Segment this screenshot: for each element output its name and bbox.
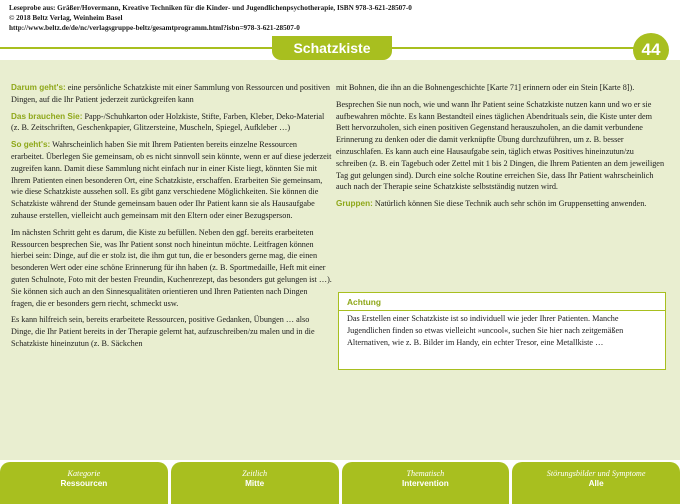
paragraph-materials — [11, 111, 332, 135]
footer-timing-value: Mitte — [245, 479, 265, 488]
attention-title: Achtung — [347, 297, 381, 307]
footer-thematic — [342, 462, 510, 504]
attention-divider — [339, 310, 665, 311]
source-citation — [9, 3, 569, 34]
paragraph-continuation: mit Bohnen, die ihn an die Bohnengeschichte [Karte 71] erinnern oder ein Stein [Karte 8]). — [336, 83, 635, 92]
source-line-copyright: © 2018 Beltz Verlag, Weinheim Basel — [9, 14, 123, 23]
footer-symptoms-value: Alle — [588, 479, 604, 488]
label-purpose: Darum geht's: — [11, 83, 66, 92]
paragraph-filling: Im nächsten Schritt geht es darum, die Kiste zu befüllen. Neben den ggf. bereits erarbeiteten Ressourcen besprechen Sie, was Ihr Patient sonst noch hineintun möchte. Leitfragen können hierbei sein: Dinge, auf die er stolz ist, die ihm gut tun, die er besonders gerne mag, die einen besonderen Wert oder eine schöne Erinnerung für ihn haben (z. B. Sportmedaille, Heft mit einer guten Schulnote, Foto mit der besten Freundin, Kuchenrezept, das besonders gut gelungen ist …). Sie können sich auch an den Sinnesqualitäten orientieren und Ihren Patienten nach Dingen fragen, die er besonders gern riecht, schmeckt usw. — [11, 227, 332, 308]
source-line-book: Leseprobe aus: Gräßer/Hovermann, Kreative Techniken für die Kinder- und Jugendlichenpsychotherapie, ISBN 978-3-621-28507-0 — [9, 4, 412, 12]
paragraph-groups — [336, 198, 665, 210]
page-number-badge: 44 — [633, 33, 669, 67]
footer-timing — [171, 462, 339, 504]
paragraph-purpose — [11, 82, 332, 106]
footer-category — [0, 462, 168, 504]
footer-timing-label: Zeitlich — [242, 469, 268, 478]
label-groups: Gruppen: — [336, 199, 373, 209]
paragraph-resources: Es kann hilfreich sein, bereits erarbeitete Ressourcen, positive Gedanken, Übungen … also Dinge, die Ihr Patient bereits in der Therapie gelernt hat, aufzuschreiben/zu malen und in die Schatzkiste hineinzutun (z. B. Säckchen — [11, 315, 315, 348]
text-howto: Wahrscheinlich haben Sie mit Ihrem Patienten bereits einzelne Ressourcen erarbeitet. Überlegen Sie gemeinsam, ob es nicht sinnvoll sein könnte, wenn er auf diese jederzeit zugreifen kann. Damit diese Sammlung nicht einfach nur in einer Kiste liegt, könnten Sie mit Ihrem Patienten einen besonderen Ort, eine Schatzkiste, erschaffen. Erarbeiten Sie gemeinsam, wie diese Schatzkiste aussehen soll. Es gibt ganz verschiedene Möglichkeiten. Sie können die Schatzkiste während der Stunde gemeinsam bauen oder Ihr Patient kann sie als Hausaufgabe zuhause erstellen, vielleicht auch gemeinsam mit den Eltern oder einer Bezugsperson. — [11, 140, 332, 220]
left-column — [11, 82, 332, 452]
attention-box — [338, 292, 666, 370]
paragraph-howto — [11, 139, 332, 222]
label-howto: So geht's: — [11, 140, 51, 150]
paragraph-usage: Besprechen Sie nun noch, wie und wann Ihr Patient seine Schatzkiste nutzen kann und wo er sie aufbewahren möchte. Es kann Bestandteil eines täglichen Abendrituals sein, die Kiste unter dem Bett hervorzuholen, sich einen positiven Gegenstand herauszuholen, an die damit verbundene Erinnerung zu denken oder die damit verknüpfte Übung durchzuführen, um z. B. besser einzuschlafen. Es kann auch eine Hausaufgabe sein, täglich etwas Positives hineinzutun/zu schreiben (z. B. ein Tagebuch oder Zettel mit 1 bis 2 Dingen, die Ihrem Patienten an dem jeweiligen Tag gut gelungen sind). Durch eine solche Routine erreichen Sie, dass Ihr Patient wahrscheinlich auch nach der Therapie seine Schatzkiste selbstständig nutzen wird. — [336, 99, 665, 192]
footer-symptoms-label: Störungsbilder und Symptome — [546, 469, 646, 478]
text-groups: Natürlich können Sie diese Technik auch sehr schön im Gruppensetting anwenden. — [372, 199, 647, 209]
footer-category-label: Kategorie — [67, 469, 101, 478]
footer-symptoms — [512, 462, 680, 504]
page-title: Schatzkiste — [272, 36, 392, 60]
text-materials: Papp-/Schuhkarton oder Holzkiste, Stifte, Farben, Kleber, Deko-Material (z. B. Zeitschriften, Geschenkpapier, Glitzersteine, Muscheln, Spiegel, Aufkleber …) — [11, 111, 325, 133]
text-purpose: eine persönliche Schatzkiste mit einer Sammlung von Ressourcen und positiven Dingen, auf die Ihr Patient jederzeit zurückgreifen kann — [11, 83, 330, 104]
footer-thematic-label: Thematisch — [406, 469, 445, 478]
footer-bar — [0, 462, 680, 504]
label-materials: Das brauchen Sie: — [11, 111, 83, 121]
attention-text: Das Erstellen einer Schatzkiste ist so individuell wie jeder Ihrer Patienten. Manche Jugendlichen finden so etwas vielleicht »uncool«, suchen Sie hier nach zeitgemäßen Alternativen, wie z. B. Bilder im Handy, ein echter Tresor, eine Metallkiste … — [347, 314, 624, 347]
right-column — [336, 82, 665, 452]
source-line-url: http://www.beltz.de/de/nc/verlagsgruppe-beltz/gesamtprogramm.html?isbn=978-3-621-28507-0 — [9, 24, 300, 33]
footer-category-value: Ressourcen — [60, 479, 108, 488]
footer-thematic-value: Intervention — [401, 479, 449, 488]
